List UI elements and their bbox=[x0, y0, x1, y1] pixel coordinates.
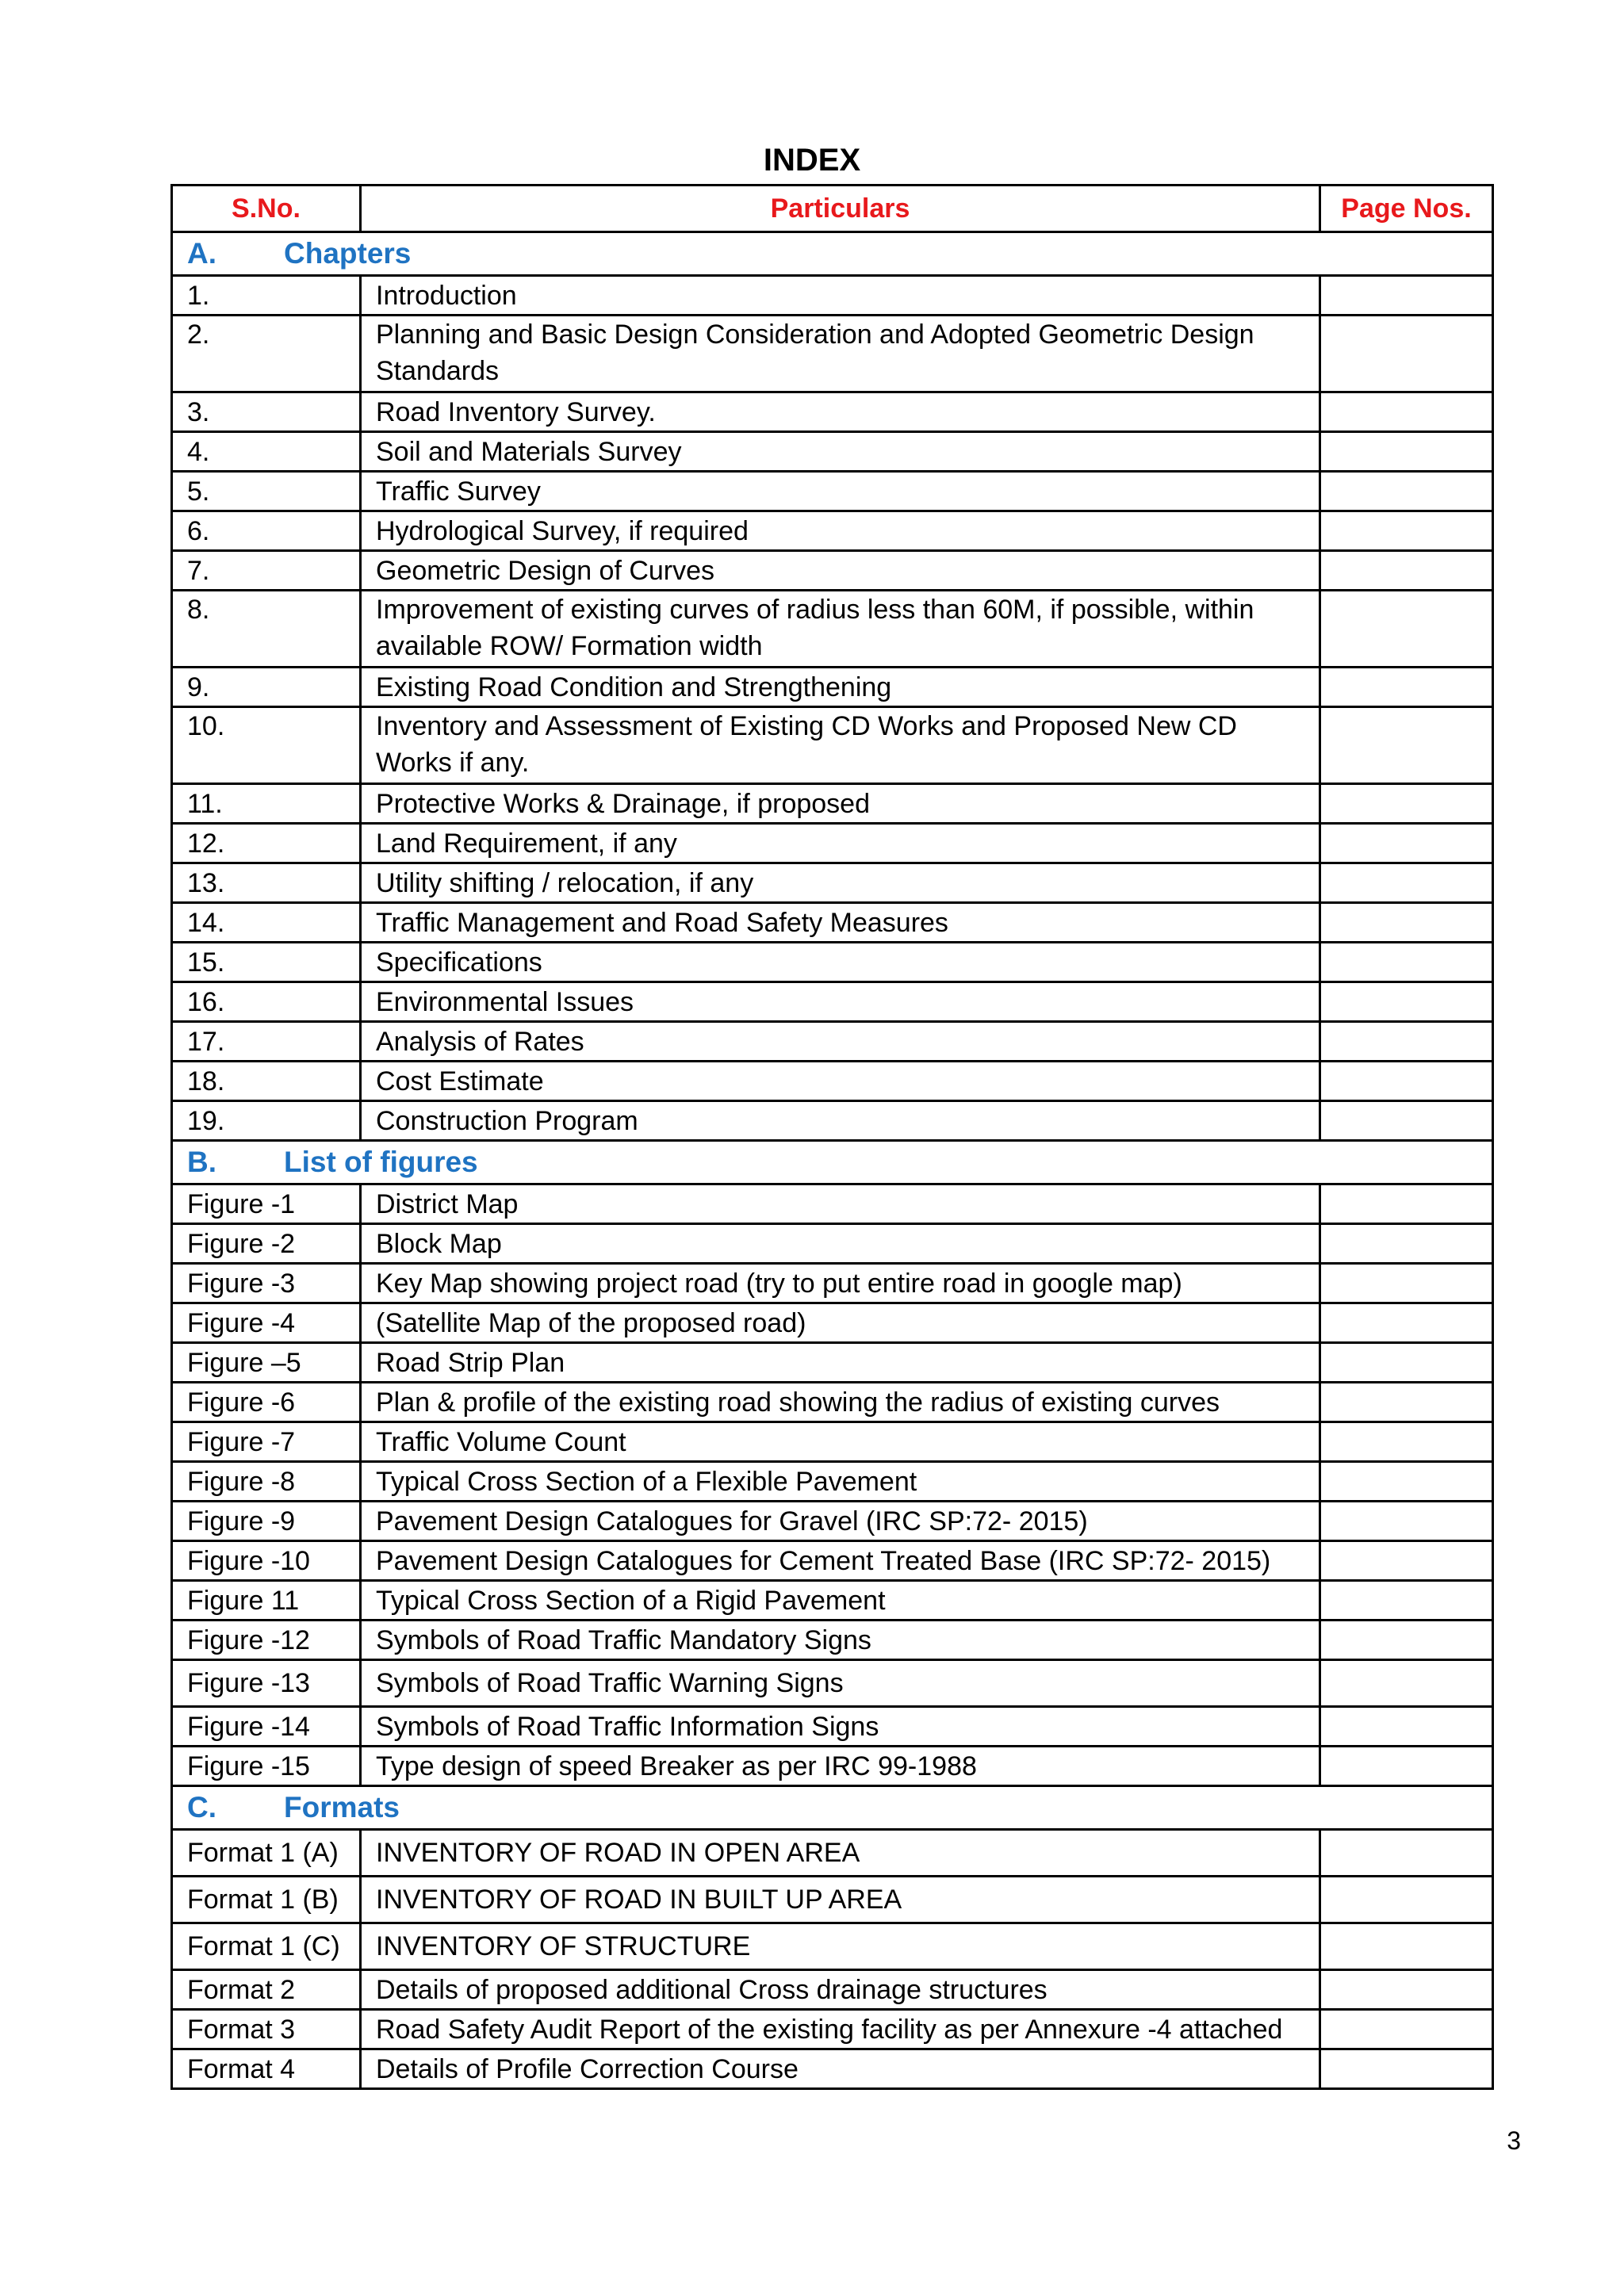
cell-page-no bbox=[1320, 1621, 1493, 1660]
table-row bbox=[172, 1581, 1493, 1621]
cell-sno: 7. bbox=[172, 551, 361, 591]
cell-page-no bbox=[1320, 276, 1493, 316]
section-heading bbox=[172, 232, 1493, 276]
cell-page-no bbox=[1320, 1264, 1493, 1303]
cell-sno: Figure –5 bbox=[172, 1343, 361, 1383]
cell-particulars: Existing Road Condition and Strengthening bbox=[361, 668, 1320, 707]
cell-page-no bbox=[1320, 1062, 1493, 1101]
cell-particulars: Symbols of Road Traffic Mandatory Signs bbox=[361, 1621, 1320, 1660]
cell-particulars: Road Strip Plan bbox=[361, 1343, 1320, 1383]
table-row bbox=[172, 1343, 1493, 1383]
cell-page-no bbox=[1320, 824, 1493, 863]
cell-sno: Figure -8 bbox=[172, 1462, 361, 1502]
cell-particulars: Block Map bbox=[361, 1224, 1320, 1264]
cell-page-no bbox=[1320, 392, 1493, 432]
table-row bbox=[172, 1462, 1493, 1502]
cell-page-no bbox=[1320, 316, 1493, 392]
cell-sno: 16. bbox=[172, 982, 361, 1022]
table-row bbox=[172, 316, 1493, 392]
section-letter: A. bbox=[187, 237, 216, 270]
table-row bbox=[172, 472, 1493, 511]
cell-page-no bbox=[1320, 511, 1493, 551]
table-row bbox=[172, 432, 1493, 472]
cell-sno: 5. bbox=[172, 472, 361, 511]
table-row bbox=[172, 1707, 1493, 1747]
cell-particulars: Introduction bbox=[361, 276, 1320, 316]
table-row bbox=[172, 1541, 1493, 1581]
cell-page-no bbox=[1320, 2010, 1493, 2049]
table-row bbox=[172, 1923, 1493, 1970]
cell-sno: Figure -13 bbox=[172, 1660, 361, 1707]
table-row bbox=[172, 982, 1493, 1022]
cell-particulars: Construction Program bbox=[361, 1101, 1320, 1141]
cell-particulars: (Satellite Map of the proposed road) bbox=[361, 1303, 1320, 1343]
table-row bbox=[172, 1264, 1493, 1303]
cell-particulars: Analysis of Rates bbox=[361, 1022, 1320, 1062]
table-row bbox=[172, 1747, 1493, 1786]
cell-particulars: Land Requirement, if any bbox=[361, 824, 1320, 863]
table-row bbox=[172, 276, 1493, 316]
cell-sno: Format 1 (A) bbox=[172, 1830, 361, 1877]
cell-page-no bbox=[1320, 1502, 1493, 1541]
header-sno: S.No. bbox=[172, 186, 361, 232]
cell-page-no bbox=[1320, 1224, 1493, 1264]
table-row bbox=[172, 2049, 1493, 2089]
cell-particulars: Soil and Materials Survey bbox=[361, 432, 1320, 472]
cell-sno: Format 1 (B) bbox=[172, 1877, 361, 1923]
cell-page-no bbox=[1320, 1923, 1493, 1970]
table-row bbox=[172, 824, 1493, 863]
table-row bbox=[172, 1830, 1493, 1877]
cell-sno: Figure -7 bbox=[172, 1422, 361, 1462]
cell-sno: Figure -2 bbox=[172, 1224, 361, 1264]
table-row bbox=[172, 943, 1493, 982]
section-row-figures bbox=[172, 1141, 1493, 1184]
header-page-nos: Page Nos. bbox=[1320, 186, 1493, 232]
table-row bbox=[172, 707, 1493, 784]
table-row bbox=[172, 511, 1493, 551]
cell-page-no bbox=[1320, 472, 1493, 511]
cell-sno: Figure -3 bbox=[172, 1264, 361, 1303]
cell-particulars: Typical Cross Section of a Flexible Pavement bbox=[361, 1462, 1320, 1502]
cell-sno: 8. bbox=[172, 591, 361, 668]
table-row bbox=[172, 1184, 1493, 1224]
table-row bbox=[172, 1224, 1493, 1264]
cell-page-no bbox=[1320, 784, 1493, 824]
cell-sno: 1. bbox=[172, 276, 361, 316]
cell-particulars: Protective Works & Drainage, if proposed bbox=[361, 784, 1320, 824]
cell-page-no bbox=[1320, 1541, 1493, 1581]
table-row bbox=[172, 2010, 1493, 2049]
section-heading bbox=[172, 1786, 1493, 1830]
cell-page-no bbox=[1320, 432, 1493, 472]
cell-page-no bbox=[1320, 668, 1493, 707]
cell-page-no bbox=[1320, 1022, 1493, 1062]
cell-particulars: Key Map showing project road (try to put entire road in google map) bbox=[361, 1264, 1320, 1303]
page-title: INDEX bbox=[763, 143, 861, 178]
section-heading bbox=[172, 1141, 1493, 1184]
cell-particulars: Environmental Issues bbox=[361, 982, 1320, 1022]
cell-sno: Format 4 bbox=[172, 2049, 361, 2089]
cell-sno: 2. bbox=[172, 316, 361, 392]
table-row bbox=[172, 1022, 1493, 1062]
cell-sno: Figure 11 bbox=[172, 1581, 361, 1621]
cell-particulars: Plan & profile of the existing road showing the radius of existing curves bbox=[361, 1383, 1320, 1422]
cell-particulars: Cost Estimate bbox=[361, 1062, 1320, 1101]
table-row bbox=[172, 1383, 1493, 1422]
table-row bbox=[172, 1621, 1493, 1660]
section-letter: C. bbox=[187, 1791, 216, 1823]
cell-particulars: Symbols of Road Traffic Warning Signs bbox=[361, 1660, 1320, 1707]
cell-particulars: Traffic Volume Count bbox=[361, 1422, 1320, 1462]
cell-page-no bbox=[1320, 1707, 1493, 1747]
table-row bbox=[172, 392, 1493, 432]
cell-sno: 14. bbox=[172, 903, 361, 943]
cell-particulars: Pavement Design Catalogues for Cement Treated Base (IRC SP:72- 2015) bbox=[361, 1541, 1320, 1581]
cell-page-no bbox=[1320, 1970, 1493, 2010]
cell-sno: Format 2 bbox=[172, 1970, 361, 2010]
cell-sno: Figure -6 bbox=[172, 1383, 361, 1422]
cell-page-no bbox=[1320, 551, 1493, 591]
cell-sno: Figure -1 bbox=[172, 1184, 361, 1224]
cell-sno: Figure -12 bbox=[172, 1621, 361, 1660]
cell-particulars: Details of Profile Correction Course bbox=[361, 2049, 1320, 2089]
cell-page-no bbox=[1320, 591, 1493, 668]
cell-particulars: Road Inventory Survey. bbox=[361, 392, 1320, 432]
table-row bbox=[172, 1422, 1493, 1462]
cell-sno: 3. bbox=[172, 392, 361, 432]
cell-sno: 4. bbox=[172, 432, 361, 472]
cell-particulars: INVENTORY OF ROAD IN OPEN AREA bbox=[361, 1830, 1320, 1877]
cell-sno: Figure -9 bbox=[172, 1502, 361, 1541]
section-row-chapters bbox=[172, 232, 1493, 276]
cell-page-no bbox=[1320, 1343, 1493, 1383]
cell-sno: Format 1 (C) bbox=[172, 1923, 361, 1970]
cell-page-no bbox=[1320, 1303, 1493, 1343]
table-row bbox=[172, 668, 1493, 707]
cell-particulars: Type design of speed Breaker as per IRC 99-1988 bbox=[361, 1747, 1320, 1786]
table-row bbox=[172, 1062, 1493, 1101]
cell-particulars: Planning and Basic Design Consideration and Adopted Geometric Design Standards bbox=[361, 316, 1320, 392]
cell-sno: 19. bbox=[172, 1101, 361, 1141]
cell-page-no bbox=[1320, 1747, 1493, 1786]
table-row bbox=[172, 1101, 1493, 1141]
table-row bbox=[172, 903, 1493, 943]
cell-sno: 13. bbox=[172, 863, 361, 903]
table-row bbox=[172, 1303, 1493, 1343]
section-row-formats bbox=[172, 1786, 1493, 1830]
cell-particulars: Pavement Design Catalogues for Gravel (IRC SP:72- 2015) bbox=[361, 1502, 1320, 1541]
cell-particulars: INVENTORY OF ROAD IN BUILT UP AREA bbox=[361, 1877, 1320, 1923]
table-row bbox=[172, 1970, 1493, 2010]
page-number: 3 bbox=[1507, 2126, 1521, 2155]
section-letter: B. bbox=[187, 1146, 216, 1178]
cell-particulars: Utility shifting / relocation, if any bbox=[361, 863, 1320, 903]
cell-page-no bbox=[1320, 1383, 1493, 1422]
cell-sno: Figure -15 bbox=[172, 1747, 361, 1786]
cell-sno: 9. bbox=[172, 668, 361, 707]
cell-sno: 18. bbox=[172, 1062, 361, 1101]
cell-page-no bbox=[1320, 863, 1493, 903]
section-label: List of figures bbox=[284, 1146, 478, 1178]
cell-particulars: Typical Cross Section of a Rigid Pavement bbox=[361, 1581, 1320, 1621]
cell-particulars: Improvement of existing curves of radius less than 60M, if possible, within available ROW/ Formation width bbox=[361, 591, 1320, 668]
cell-page-no bbox=[1320, 1462, 1493, 1502]
cell-sno: Figure -4 bbox=[172, 1303, 361, 1343]
cell-particulars: Specifications bbox=[361, 943, 1320, 982]
cell-particulars: Road Safety Audit Report of the existing facility as per Annexure -4 attached bbox=[361, 2010, 1320, 2049]
cell-page-no bbox=[1320, 2049, 1493, 2089]
cell-page-no bbox=[1320, 1660, 1493, 1707]
cell-particulars: Traffic Survey bbox=[361, 472, 1320, 511]
cell-particulars: Traffic Management and Road Safety Measures bbox=[361, 903, 1320, 943]
cell-sno: 10. bbox=[172, 707, 361, 784]
table-body bbox=[172, 232, 1493, 2089]
index-table bbox=[170, 184, 1494, 2090]
cell-particulars: Inventory and Assessment of Existing CD Works and Proposed New CD Works if any. bbox=[361, 707, 1320, 784]
table-row bbox=[172, 1877, 1493, 1923]
cell-sno: Figure -14 bbox=[172, 1707, 361, 1747]
cell-page-no bbox=[1320, 903, 1493, 943]
cell-page-no bbox=[1320, 1830, 1493, 1877]
cell-page-no bbox=[1320, 1877, 1493, 1923]
cell-particulars: Symbols of Road Traffic Information Signs bbox=[361, 1707, 1320, 1747]
section-label: Chapters bbox=[284, 237, 412, 270]
cell-particulars: INVENTORY OF STRUCTURE bbox=[361, 1923, 1320, 1970]
cell-particulars: Details of proposed additional Cross drainage structures bbox=[361, 1970, 1320, 2010]
cell-page-no bbox=[1320, 707, 1493, 784]
table-row bbox=[172, 1502, 1493, 1541]
table-row bbox=[172, 863, 1493, 903]
cell-particulars: Geometric Design of Curves bbox=[361, 551, 1320, 591]
table-row bbox=[172, 784, 1493, 824]
cell-sno: 17. bbox=[172, 1022, 361, 1062]
section-label: Formats bbox=[284, 1791, 400, 1823]
table-row bbox=[172, 591, 1493, 668]
cell-page-no bbox=[1320, 1184, 1493, 1224]
cell-page-no bbox=[1320, 1101, 1493, 1141]
cell-particulars: District Map bbox=[361, 1184, 1320, 1224]
cell-sno: 15. bbox=[172, 943, 361, 982]
cell-sno: 12. bbox=[172, 824, 361, 863]
cell-particulars: Hydrological Survey, if required bbox=[361, 511, 1320, 551]
cell-sno: Format 3 bbox=[172, 2010, 361, 2049]
cell-page-no bbox=[1320, 943, 1493, 982]
cell-page-no bbox=[1320, 1581, 1493, 1621]
cell-page-no bbox=[1320, 982, 1493, 1022]
table-header-row bbox=[172, 186, 1493, 232]
table-row bbox=[172, 1660, 1493, 1707]
header-particulars: Particulars bbox=[361, 186, 1320, 232]
cell-sno: Figure -10 bbox=[172, 1541, 361, 1581]
cell-sno: 6. bbox=[172, 511, 361, 551]
cell-page-no bbox=[1320, 1422, 1493, 1462]
cell-sno: 11. bbox=[172, 784, 361, 824]
table-row bbox=[172, 551, 1493, 591]
